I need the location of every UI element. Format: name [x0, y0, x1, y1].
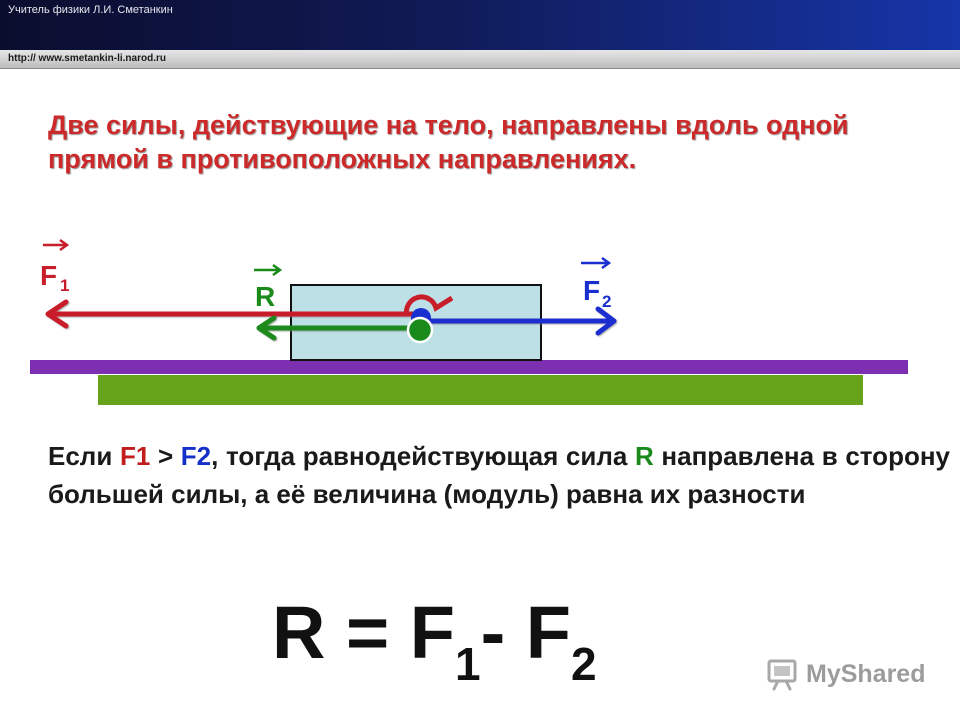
- formula-sub2: 2: [571, 638, 597, 690]
- text-f1: F1: [119, 441, 151, 471]
- slide-title: Две силы, действующие на тело, направлены вдоль одной прямой в противоположных направлениях.: [48, 110, 849, 174]
- r-label-letter: R: [255, 281, 276, 312]
- myshared-logo-icon: [766, 658, 800, 692]
- myshared-watermark: [766, 658, 926, 692]
- formula-minus: -: [480, 591, 526, 674]
- f2-label-sub: 2: [602, 292, 612, 311]
- text-part2: >: [150, 441, 181, 471]
- explanation-text: [48, 437, 950, 513]
- f1-label-sub: 1: [60, 276, 70, 295]
- text-f2: F2: [180, 441, 212, 471]
- green-application-point: [408, 318, 432, 342]
- formula-sub1: 1: [455, 638, 481, 690]
- site-url[interactable]: http:// www.smetankin-li.narod.ru: [8, 53, 166, 64]
- surface-line: [30, 360, 908, 374]
- f1-label: [40, 240, 69, 295]
- formula-f1: F: [409, 591, 455, 674]
- f1-label-letter: F: [40, 260, 58, 291]
- formula-eq: =: [325, 591, 410, 674]
- watermark-text: MyShared: [806, 660, 926, 688]
- author-label: Учитель физики Л.И. Сметанкин: [8, 4, 173, 16]
- text-part3: , тогда равнодействующая сила: [211, 441, 635, 471]
- f2-label: [581, 258, 611, 311]
- formula-f2: F: [525, 591, 571, 674]
- text-part1: Если: [48, 441, 120, 471]
- text-part4: направлена в сторону большей силы, а её величина (модуль) равна их разности: [48, 441, 950, 509]
- ground-strip: [98, 375, 863, 405]
- r-label: [254, 265, 280, 312]
- text-r: R: [635, 441, 654, 471]
- formula: [272, 588, 597, 690]
- formula-r: R: [272, 591, 326, 674]
- f2-label-letter: F: [583, 275, 601, 306]
